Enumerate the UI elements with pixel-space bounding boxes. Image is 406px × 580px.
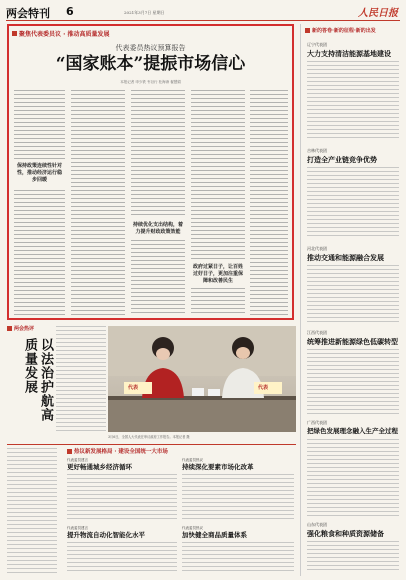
top-story-col-5 — [250, 90, 288, 316]
bottom-article-2-headline: 持续深化要素市场化改革 — [182, 463, 254, 471]
masthead — [6, 4, 400, 21]
section-marker-icon — [7, 326, 12, 331]
right-column — [300, 24, 401, 576]
top-story-headline: “国家账本”提振市场信心 — [55, 54, 246, 74]
placard-left: 代表 — [128, 385, 139, 391]
article-6-body — [307, 541, 399, 571]
section-marker-icon — [67, 449, 72, 454]
article-5-body — [307, 439, 399, 517]
article-2-headline: 打造全产业链竞争优势 — [307, 155, 377, 164]
article-6-kicker: 山东代表团 — [307, 522, 327, 527]
top-story-subhead-3: 政府过紧日子，让百姓过好日子，更加注重保障和改善民生 — [192, 264, 243, 284]
article-4-kicker: 江西代表团 — [307, 330, 327, 335]
top-story-subhead-2: 持续优化支出结构，着力提升财政政策效能 — [132, 222, 183, 235]
bottom-article-1-kicker: 代表委员建言 — [67, 458, 88, 462]
article-4-headline: 统筹推进新能源绿色低碳转型 — [307, 337, 398, 346]
top-story-col-4 — [191, 90, 245, 260]
commentary-body — [56, 326, 106, 434]
top-story-col-4b — [191, 288, 245, 316]
bottom-article-4-kicker: 代表委员热议 — [182, 526, 203, 530]
article-1-kicker: 辽宁代表团 — [307, 42, 327, 47]
bottom-article-2-body — [182, 474, 294, 520]
top-story — [7, 24, 294, 320]
masthead-date: 2021年3月7日 星期日 — [124, 10, 165, 15]
bottom-article-1-body — [67, 474, 177, 520]
top-story-col-3b — [131, 240, 185, 316]
article-3-headline: 推动交通和能源融合发展 — [307, 253, 384, 262]
commentary-label — [7, 325, 34, 332]
bottom-section-label — [67, 447, 168, 455]
bottom-article-3-headline: 提升物流自动化智能化水平 — [67, 531, 145, 539]
article-4-body — [307, 349, 399, 415]
section-marker-icon — [305, 28, 310, 33]
top-story-section-text: 聚焦代表委员议 · 推动高质量发展 — [19, 31, 110, 38]
article-5-headline: 把绿色发展理念融入生产全过程 — [307, 427, 398, 435]
bottom-article-3-kicker: 代表委员建言 — [67, 526, 88, 530]
bottom-article-4-body — [182, 542, 294, 574]
commentary — [7, 324, 55, 436]
news-photo — [108, 326, 296, 432]
placard-right: 代表 — [258, 385, 269, 391]
top-story-kicker: 代表委员热议预算报告 — [115, 44, 186, 52]
article-2-kicker: 吉林代表团 — [307, 148, 327, 153]
top-story-col-3 — [131, 90, 185, 218]
article-6-headline: 强化粮食和种质资源储备 — [307, 529, 384, 538]
top-story-byline: 本报记者 申少铁 韦衍行 杜海涛 翟慧娟 — [120, 80, 181, 84]
bottom-section-text: 热议新发展格局 · 建设全国统一大市场 — [74, 449, 168, 455]
commentary-body-continued — [7, 448, 57, 574]
commentary-label-text: 两会热评 — [14, 326, 35, 332]
masthead-section: 两会特刊 — [6, 7, 50, 20]
top-story-section-label — [12, 29, 109, 38]
top-story-col-1 — [14, 90, 65, 160]
top-story-col-2 — [71, 90, 125, 316]
top-story-subhead-1: 保持政策连续性针对性，推动经济运行稳步回暖 — [16, 163, 62, 183]
masthead-page-number: 6 — [66, 5, 74, 18]
article-2-body — [307, 167, 399, 237]
photo-caption: 3月6日，全国人大代表在审议政府工作报告。本报记者 摄 — [108, 435, 190, 439]
commentary-headline: 以法治护航高质量发展 — [22, 338, 53, 422]
bottom-article-3-body — [67, 542, 177, 574]
article-1-headline: 大力支持清洁能源基地建设 — [307, 49, 391, 58]
article-3-body — [307, 265, 399, 325]
section-marker-icon — [12, 31, 17, 36]
article-1-body — [307, 61, 399, 139]
top-story-col-1b — [14, 190, 65, 316]
bottom-article-1-headline: 更好畅通城乡经济循环 — [67, 463, 132, 471]
bottom-article-2-kicker: 代表委员热议 — [182, 458, 203, 462]
photo-scene-icon — [108, 326, 296, 432]
right-column-section-text: 新的答卷·新的征程·新的出发 — [312, 28, 376, 34]
right-column-section-label — [305, 27, 376, 34]
masthead-logo: 人民日报 — [358, 8, 398, 19]
article-3-kicker: 河北代表团 — [307, 246, 327, 251]
bottom-article-4-headline: 加快健全商品质量体系 — [182, 531, 247, 539]
article-5-kicker: 广西代表团 — [307, 420, 327, 425]
